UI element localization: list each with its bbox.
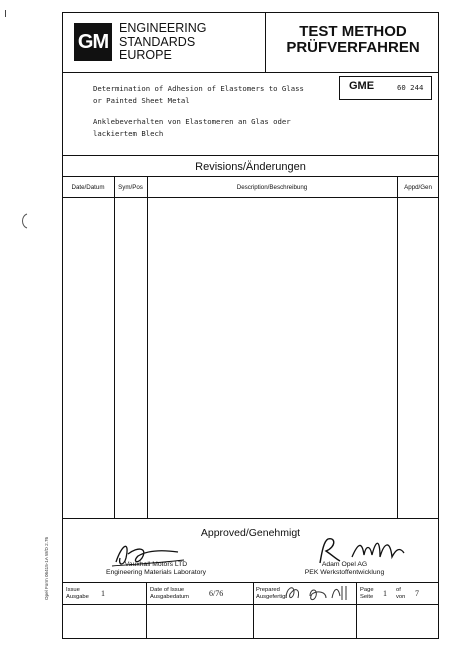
preparer-initials-signature [282, 582, 354, 604]
issue-value: 1 [101, 589, 105, 598]
right-approver-dept: PEK Werkstoffentwicklung [304, 569, 385, 576]
footer-divider-2 [253, 582, 254, 639]
date-label-en: Date of Issue [150, 587, 185, 593]
page-label-en: Page [360, 587, 374, 593]
page-label-de: Seite [360, 594, 374, 600]
left-approver-dept: Engineering Materials Laboratory [105, 569, 207, 576]
revisions-bottom-rule [62, 518, 439, 519]
prepared-label-de: Ausgefertigt [256, 594, 287, 600]
footer-rule [62, 604, 439, 605]
of-value: 7 [415, 589, 419, 598]
standard-number: 60 244 [397, 83, 424, 92]
org-line-3: EUROPE [119, 48, 172, 62]
revisions-title: Revisions/Änderungen [195, 161, 306, 173]
issue-label-en: Issue [66, 587, 80, 593]
form-code: Opel Form 06415-1A W/D 2.76 [44, 536, 49, 600]
scan-mark [5, 10, 6, 17]
org-line-1: ENGINEERING [119, 21, 207, 35]
org-line-2: STANDARDS [119, 34, 196, 49]
column-divider-2 [147, 176, 148, 518]
right-approver-org: Adam Opel AG [321, 561, 368, 568]
of-label-en: of [396, 587, 401, 593]
subject-line-1: Determination of Adhesion of Elastomers to Glass [93, 84, 304, 93]
subject-line-4: lackiertem Blech [93, 129, 164, 138]
footer-divider-3 [356, 582, 357, 639]
of-label-de: von [396, 594, 406, 600]
column-header-approved: Appd/Gen [404, 184, 432, 191]
column-header-sym: Sym/Pos [118, 184, 143, 191]
page-value: 1 [383, 589, 387, 598]
document-type [278, 24, 428, 56]
document-type-de: PRÜFVERFAHREN [286, 39, 420, 56]
org-name [119, 22, 259, 63]
column-divider-1 [114, 176, 115, 518]
subject-rule [62, 155, 439, 156]
header-divider [265, 12, 266, 72]
left-approver-org: Vauxhall Motors LTD [124, 561, 188, 568]
date-value: 6/76 [209, 589, 224, 598]
date-label-de: Ausgabedatum [150, 594, 189, 600]
revisions-title-rule [62, 176, 439, 177]
gm-logo: GM [74, 23, 112, 61]
subject-line-3: Anklebeverhalten von Elastomeren an Glas oder [93, 117, 291, 126]
column-header-rule [62, 197, 439, 198]
prepared-label-en: Prepared [256, 587, 280, 593]
subject-line-2: or Painted Sheet Metal [93, 96, 190, 105]
issue-label-de: Ausgabe [66, 594, 89, 600]
scan-mark-bracket [19, 212, 29, 230]
footer-divider-1 [146, 582, 147, 639]
document-type-en: TEST METHOD [299, 23, 407, 40]
column-header-date: Date/Datum [71, 184, 105, 191]
header-rule [62, 72, 439, 73]
approved-title: Approved/Genehmigt [200, 527, 301, 539]
column-divider-3 [397, 176, 398, 518]
approval-rule [62, 582, 439, 583]
standard-label: GME [349, 80, 375, 92]
column-header-description: Description/Beschreibung [236, 184, 308, 191]
